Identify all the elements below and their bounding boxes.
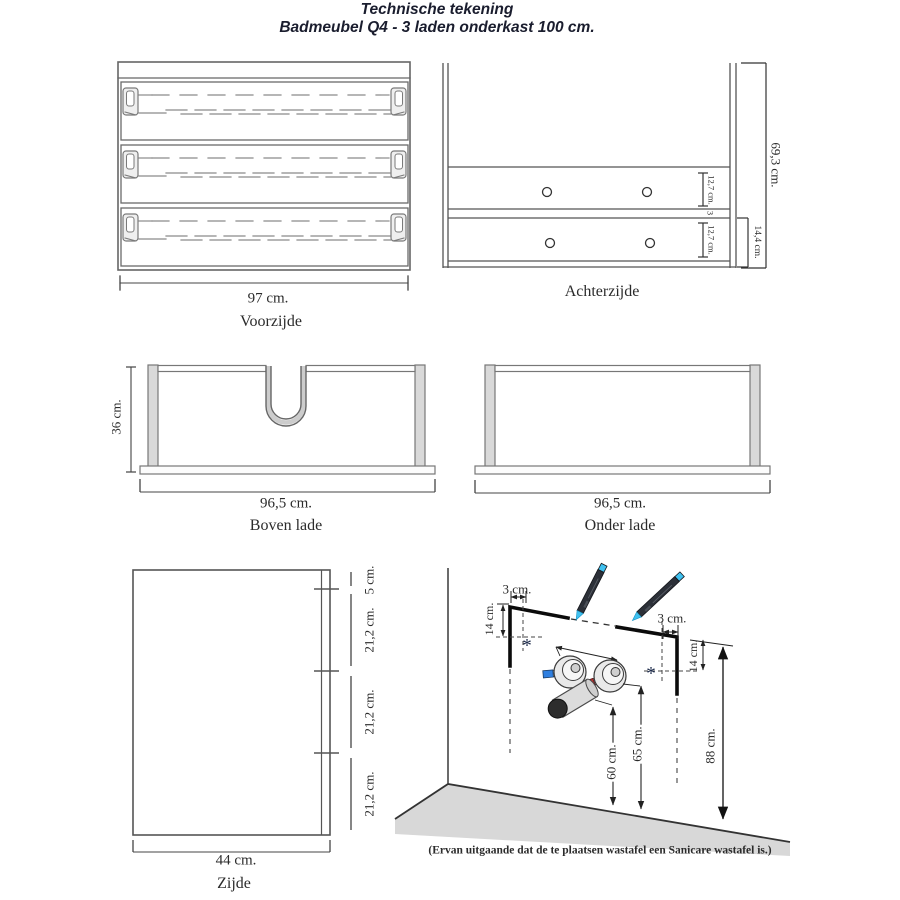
side-seg-1-dim: 21,2 cm. — [361, 607, 377, 653]
front-width-dim: 97 cm. — [247, 290, 289, 307]
installation-drawing — [395, 563, 790, 856]
bottom-drawer-label: Onder lade — [584, 517, 656, 534]
side-view-label: Zijde — [217, 875, 251, 892]
back-lower-hole-dim: 12,7 cm. — [706, 225, 717, 255]
back-upper-hole-dim: 12,7 cm. — [706, 175, 717, 205]
back-view-label: Achterzijde — [564, 283, 640, 300]
install-asterisk-left: * — [522, 635, 532, 657]
page-title-line1: Technische tekening — [360, 1, 514, 18]
back-height-dim: 69,3 cm. — [768, 142, 784, 188]
top-drawer-label: Boven lade — [249, 517, 323, 534]
install-asterisk-right: * — [646, 663, 656, 685]
install-left-offset-dim: 3 cm. — [502, 581, 532, 597]
install-right-offset-dim: 3 cm. — [657, 610, 687, 626]
install-drain-height-dim: 60 cm. — [603, 744, 619, 780]
side-width-dim: 44 cm. — [215, 852, 257, 869]
install-left-drop-dim: 14 cm. — [482, 602, 496, 636]
back-view-drawing — [443, 63, 766, 268]
back-gap-dim: 3 — [705, 210, 716, 216]
install-right-drop-dim: 14 cm. — [686, 639, 700, 673]
top-drawer-width-dim: 96,5 cm. — [259, 495, 313, 512]
marker-pen-left — [573, 563, 607, 621]
back-bottom-dim: 14,4 cm. — [751, 225, 762, 259]
side-view-drawing — [133, 570, 351, 852]
page-title-line2: Badmeubel Q4 - 3 laden onderkast 100 cm. — [279, 19, 595, 36]
install-bracket-height-dim: 88 cm. — [702, 728, 718, 764]
top-drawer-drawing — [126, 365, 435, 492]
install-valve-height-dim: 65 cm. — [629, 726, 645, 762]
top-drawer-height-dim: 36 cm. — [108, 399, 124, 435]
side-seg-2-dim: 21,2 cm. — [361, 689, 377, 735]
install-footnote: (Ervan uitgaande dat de te plaatsen wastafel een Sanicare wastafel is.) — [428, 844, 772, 857]
bottom-drawer-drawing — [475, 365, 770, 493]
front-view-label: Voorzijde — [240, 313, 302, 330]
side-seg-3-dim: 21,2 cm. — [361, 771, 377, 817]
front-view-drawing — [118, 62, 410, 290]
bottom-drawer-width-dim: 96,5 cm. — [593, 495, 647, 512]
side-seg-top-dim: 5 cm. — [361, 565, 377, 595]
